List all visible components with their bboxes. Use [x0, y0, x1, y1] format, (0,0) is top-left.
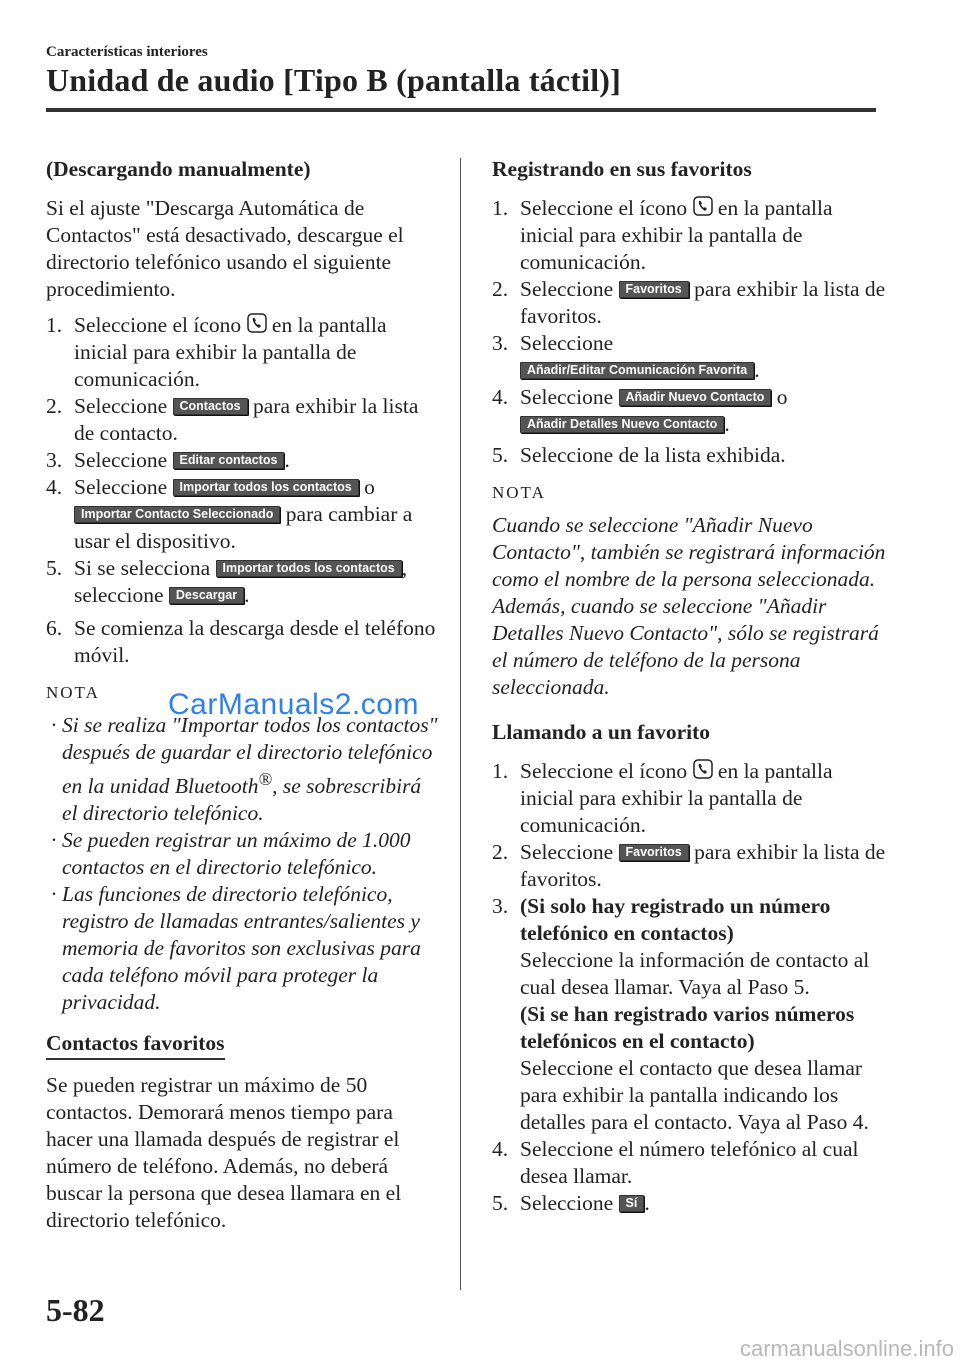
bullet-item: · Las funciones de directorio telefónico, registro de llamadas entrantes/salientes y memoria de favoritos son exclusivas para cada teléfono móvil para proteger la privacidad.: [50, 882, 421, 1015]
step-5: 5. Seleccione de la lista exhibida.: [492, 443, 786, 467]
anadir-editar-favorita-button[interactable]: Añadir/Editar Comunicación Favorita: [520, 362, 754, 379]
call-favorite-heading: Llamando a un favorito: [492, 720, 711, 744]
header-rule: [46, 108, 876, 112]
manual-download-intro: Si el ajuste "Descarga Automática de Contactos" está desactivado, descargue el directorio telefónico usando el siguiente procedimiento.: [46, 196, 404, 301]
manual-download-heading: (Descargando manualmente): [46, 157, 311, 181]
anadir-detalles-nuevo-contacto-button[interactable]: Añadir Detalles Nuevo Contacto: [520, 416, 724, 433]
favoritos-button-2[interactable]: Favoritos: [619, 844, 689, 861]
importar-seleccionado-button[interactable]: Importar Contacto Seleccionado: [74, 506, 280, 523]
step-5: 5. Si se selecciona Importar todos los contactos , seleccione Descargar .: [46, 556, 408, 607]
case-multiple-numbers: (Si se han registrado varios números telefónicos en el contacto): [520, 1002, 855, 1053]
nota-label: NOTA: [492, 483, 546, 502]
right-column: [492, 156, 888, 1227]
nota-label: NOTA: [46, 683, 100, 702]
footer-site-watermark: carmanualsonline.info: [739, 1336, 954, 1361]
step-3: 3. (Si solo hay registrado un número telefónico en contactos) Seleccione la información de contacto al cual desea llamar. Vaya al Paso 5. (Si se han registrado varios números telefónicos en el contacto) Seleccione el contacto que desea llamar para exhibir la pantalla indicando los detalles para el contacto. Vaya al Paso 4.: [492, 893, 888, 1136]
anadir-nuevo-contacto-button[interactable]: Añadir Nuevo Contacto: [619, 389, 772, 406]
step-3: 3. Seleccione Añadir/Editar Comunicación Favorita .: [492, 331, 760, 382]
register-favorites-heading: Registrando en sus favoritos: [492, 157, 752, 181]
call-favorite-steps: [492, 758, 888, 1217]
page-title: Unidad de audio [Tipo B (pantalla táctil)]: [46, 62, 622, 98]
bullet-item: · Si se realiza "Importar todos los contactos" después de guardar el directorio telefónico en la unidad Bluetooth®, se sobrescribirá el directorio telefónico.: [50, 713, 438, 826]
favorite-contacts-heading: Contactos favoritos: [46, 1030, 438, 1060]
nota-bullets: [46, 712, 438, 1016]
contactos-button[interactable]: Contactos: [173, 398, 248, 415]
case-single-number: (Si solo hay registrado un número telefónico en contactos): [520, 894, 831, 945]
step-2: 2. Seleccione Favoritos para exhibir la lista de favoritos.: [492, 277, 886, 328]
step-5: 5. Seleccione Sí .: [492, 1191, 650, 1215]
step-1: 1. Seleccione el ícono en la pantalla inicial para exhibir la pantalla de comunicación.: [492, 196, 833, 274]
step-1: 1. Seleccione el ícono en la pantalla inicial para exhibir la pantalla de comunicación.: [46, 313, 387, 391]
header-section: Características interiores: [46, 44, 208, 60]
nota-text: Cuando se seleccione "Añadir Nuevo Contacto", también se registrará información como el nombre de la persona seleccionada. Además, cuando se seleccione "Añadir Detalles Nuevo Contacto", sólo se registrará el número de teléfono de la persona seleccionada.: [492, 513, 886, 699]
bullet-item: · Se pueden registrar un máximo de 1.000 contactos en el directorio telefónico.: [50, 828, 411, 880]
si-button[interactable]: Sí: [619, 1195, 645, 1212]
importar-todos-button-2[interactable]: Importar todos los contactos: [216, 560, 402, 577]
column-divider: [460, 158, 461, 1290]
manual-download-steps: [46, 312, 438, 669]
step-4: 4. Seleccione Añadir Nuevo Contacto o Añadir Detalles Nuevo Contacto .: [492, 385, 788, 436]
page-number: 5-82: [46, 1292, 105, 1328]
importar-todos-button[interactable]: Importar todos los contactos: [173, 479, 359, 496]
step-3: 3. Seleccione Editar contactos .: [46, 448, 290, 472]
step-1: 1. Seleccione el ícono en la pantalla inicial para exhibir la pantalla de comunicación.: [492, 759, 833, 837]
descargar-button[interactable]: Descargar: [169, 587, 244, 604]
phone-icon[interactable]: [693, 759, 713, 779]
step-4: 4. Seleccione el número telefónico al cual desea llamar.: [492, 1137, 859, 1188]
editar-contactos-button[interactable]: Editar contactos: [173, 452, 285, 469]
step-2: 2. Seleccione Contactos para exhibir la lista de contacto.: [46, 394, 419, 445]
step-4: 4. Seleccione Importar todos los contactos o Importar Contacto Seleccionado para cambiar a usar el dispositivo.: [46, 475, 413, 553]
favoritos-button[interactable]: Favoritos: [619, 281, 689, 298]
register-favorites-steps: [492, 195, 888, 469]
step-6: 6. Se comienza la descarga desde el teléfono móvil.: [46, 616, 436, 667]
step-2: 2. Seleccione Favoritos para exhibir la lista de favoritos.: [492, 840, 886, 891]
favorite-contacts-text: Se pueden registrar un máximo de 50 contactos. Demorará menos tiempo para hacer una llamada después de registrar el número de teléfono. Además, no deberá buscar la persona que desea llamara en el directorio telefónico.: [46, 1073, 402, 1233]
watermark-carmanuals: CarManuals2.com: [168, 688, 419, 721]
phone-icon[interactable]: [247, 313, 267, 333]
phone-icon[interactable]: [693, 196, 713, 216]
